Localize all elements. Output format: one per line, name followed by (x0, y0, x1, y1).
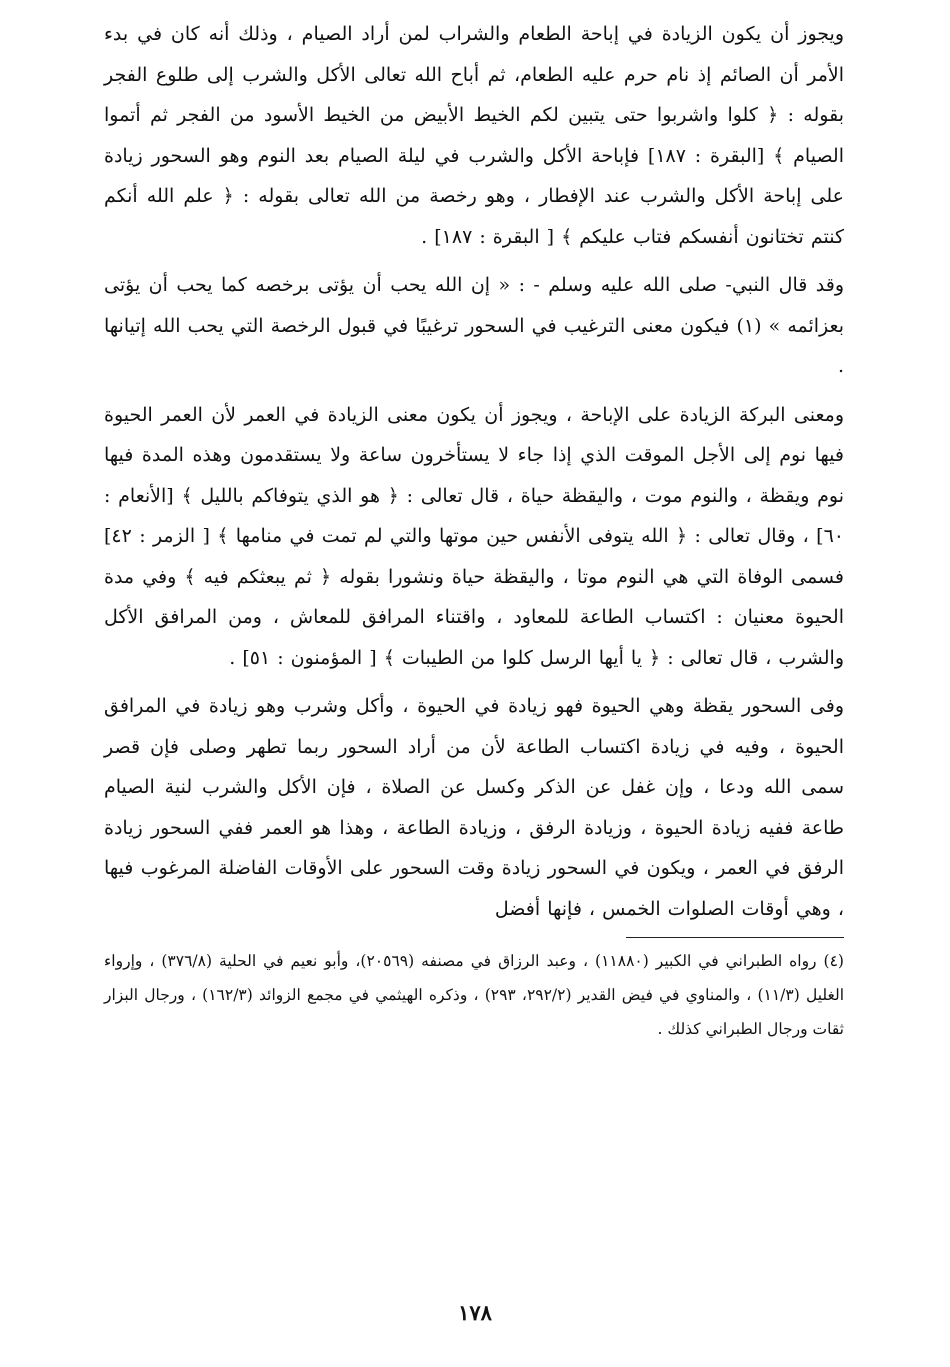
main-text (104, 14, 844, 929)
paragraph-3: ومعنى البركة الزيادة على الإباحة ، ويجوز أن يكون معنى الزيادة في العمر لأن العمر الحيوة فيها نوم إلى الأجل الموقت الذي إذا جاء لا يستأخرون ساعة ولا يستقدمون وهذه المدة فيها نوم ويقظة ، والنوم موت ، واليقظة حياة ، قال تعالى : ﴿ هو الذي يتوفاكم بالليل ﴾ [الأنعام : ٦٠] ، وقال تعالى : ﴿ الله يتوفى الأنفس حين موتها والتي لم تمت في منامها ﴾ [ الزمر : ٤٢] فسمى الوفاة التي هي النوم موتا ، واليقظة حياة ونشورا بقوله ﴿ ثم يبعثكم فيه ﴾ وفي مدة الحيوة معنيان : اكتساب الطاعة للمعاود ، واقتناء المرافق للمعاش ، ومن المرافق الأكل والشرب ، قال تعالى : ﴿ يا أيها الرسل كلوا من الطيبات ﴾ [ المؤمنون : ٥١] . (104, 403, 845, 669)
paragraph-2: وقد قال النبي- صلى الله عليه وسلم - : « إن الله يحب أن يؤتى برخصه كما يحب أن يؤتى بعزائمه » (١) فيكون معنى الترغيب في السحور ترغيبًا في قبول الرخصة التي يحب الله إتيانها . (104, 274, 845, 377)
paragraph-4: وفى السحور يقظة وهي الحيوة فهو زيادة في الحيوة ، وأكل وشرب وهو زيادة في المرافق الحيوة ، وفيه في زيادة اكتساب الطاعة لأن من أراد السحور ربما تطهر وصلى فإن قصر سمى الله ودعا ، وإن غفل عن الذكر وكسل عن الصلاة ، فإن الأكل والشرب لنية الصيام طاعة ففيه زيادة الحيوة ، وزيادة الرفق ، وزيادة الطاعة ، وهذا هو العمر ففي السحور زيادة الرفق في العمر ، ويكون في السحور زيادة وقت السحور على الأوقات الفاضلة المرغوب فيها ، وهي أوقات الصلوات الخمس ، فإنها أفضل (104, 695, 844, 920)
footnote: (٤) رواه الطبراني في الكبير (١١٨٨٠) ، وعبد الرزاق في مصنفه (٢٠٥٦٩)، وأبو نعيم في الحلية (٣٧٦/٨) ، وإرواء الغليل (١١/٣) ، والمناوي في فيض القدير (٢٩٢/٢، ٢٩٣) ، وذكره الهيثمي في مجمع الزوائد (١٦٢/٣) ، ورجال البزار ثقات ورجال الطبراني كذلك . (104, 952, 845, 1038)
footnote-separator (626, 937, 844, 938)
page-number: ١٧٨ (458, 1300, 492, 1325)
paragraph-1: ويجوز أن يكون الزيادة في إباحة الطعام والشراب لمن أراد الصيام ، وذلك أنه كان في بدء الأمر أن الصائم إذ نام حرم عليه الطعام، ثم أباح الله تعالى الأكل والشرب إلى طلوع الفجر بقوله : ﴿ كلوا واشربوا حتى يتبين لكم الخيط الأبيض من الخيط الأسود من الفجر ثم أتموا الصيام ﴾ [البقرة : ١٨٧] فإباحة الأكل والشرب في ليلة الصيام بعد النوم وهو السحور زيادة على إباحة الأكل والشرب عند الإفطار ، وهو رخصة من الله تعالى بقوله : ﴿ علم الله أنكم كنتم تختانون أنفسكم فتاب عليكم ﴾ [ البقرة : ١٨٧] . (104, 23, 844, 248)
